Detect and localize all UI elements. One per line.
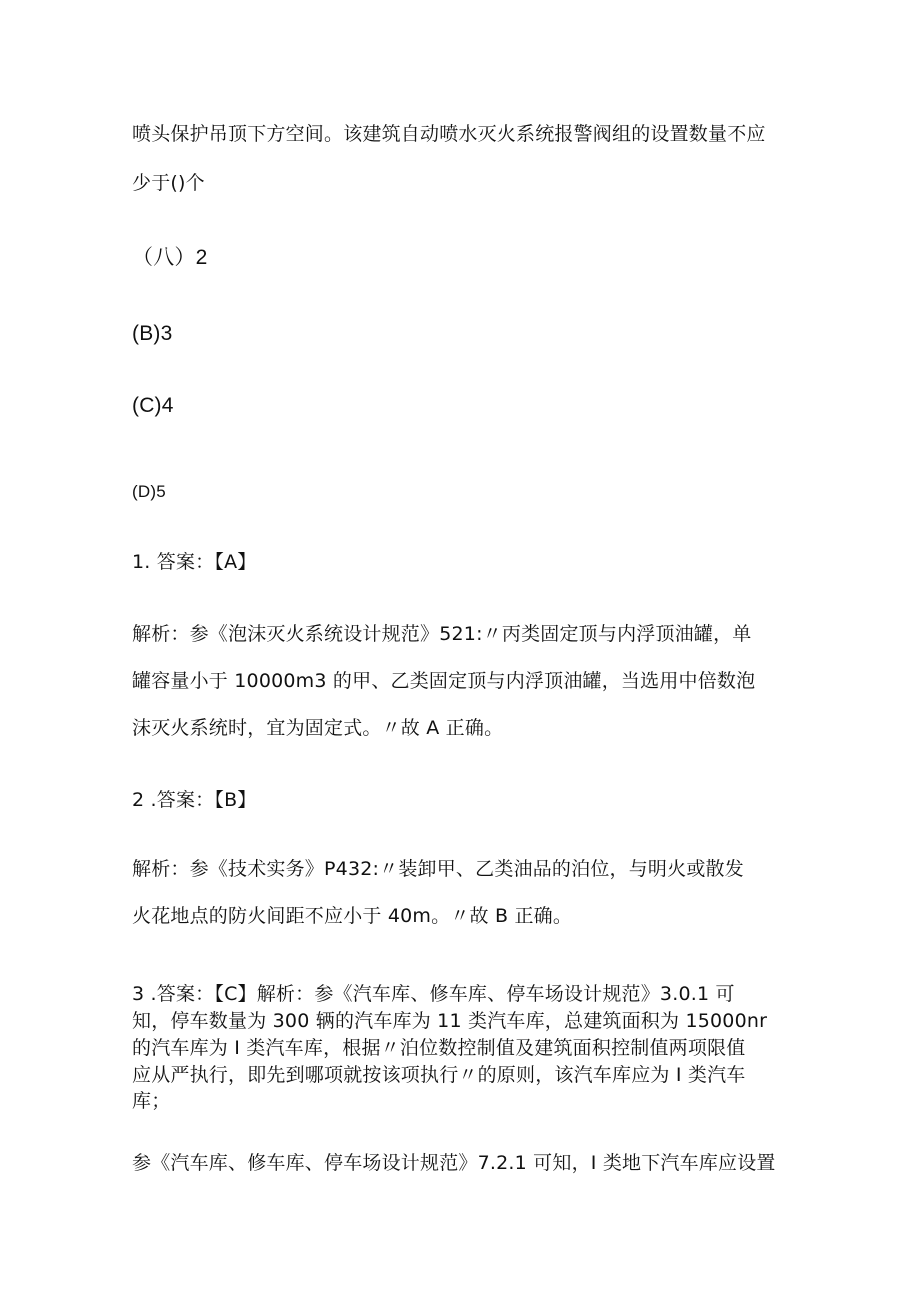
answer-2-analysis-line-2: 火花地点的防火间距不应小于 40m。〃故 B 正确。 — [132, 905, 573, 927]
answer-2-analysis-line-1: 解析：参《技术实务》P432:〃装卸甲、乙类油品的泊位，与明火或散发 — [132, 858, 744, 880]
answer-3-line-4: 应从严执行，即先到哪项就按该项执行〃的原则，该汽车库应为 I 类汽车 — [132, 1064, 746, 1086]
option-d: (D)5 — [132, 482, 166, 501]
answer-3-line-3: 的汽车库为 I 类汽车库，根据〃泊位数控制值及建筑面积控制值两项限值 — [132, 1037, 746, 1059]
option-a: （八）2 — [132, 246, 208, 269]
answer-1-analysis-line-2: 罐容量小于 10000m3 的甲、乙类固定顶与内浮顶油罐，当选用中倍数泡 — [132, 670, 756, 692]
option-c: (C)4 — [132, 394, 174, 417]
answer-2-heading: 2 .答案：【B】 — [132, 789, 257, 811]
answer-1-analysis-line-3: 沫灭火系统时，宜为固定式。〃故 A 正确。 — [132, 717, 504, 739]
answer-1-analysis-line-1: 解析：参《泡沫灭火系统设计规范》521:〃丙类固定顶与内浮顶油罐，单 — [132, 623, 752, 645]
answer-3-line-5: 库； — [132, 1090, 171, 1112]
answer-3-line-1: 3 .答案：【C】解析：参《汽车库、修车库、停车场设计规范》3.0.1 可 — [132, 983, 735, 1005]
question-stem-line-1: 喷头保护吊顶下方空间。该建筑自动喷水灭火系统报警阀组的设置数量不应 — [132, 123, 766, 145]
question-stem-line-2: 少于()个 — [132, 172, 205, 194]
tail-line-1: 参《汽车库、修车库、停车场设计规范》7.2.1 可知，I 类地下汽车库应设置 — [132, 1152, 776, 1174]
answer-1-heading: 1. 答案：【A】 — [132, 551, 257, 573]
answer-3-line-2: 知，停车数量为 300 辆的汽车库为 11 类汽车库，总建筑面积为 15000nr — [132, 1010, 768, 1032]
option-b: (B)3 — [132, 322, 173, 345]
